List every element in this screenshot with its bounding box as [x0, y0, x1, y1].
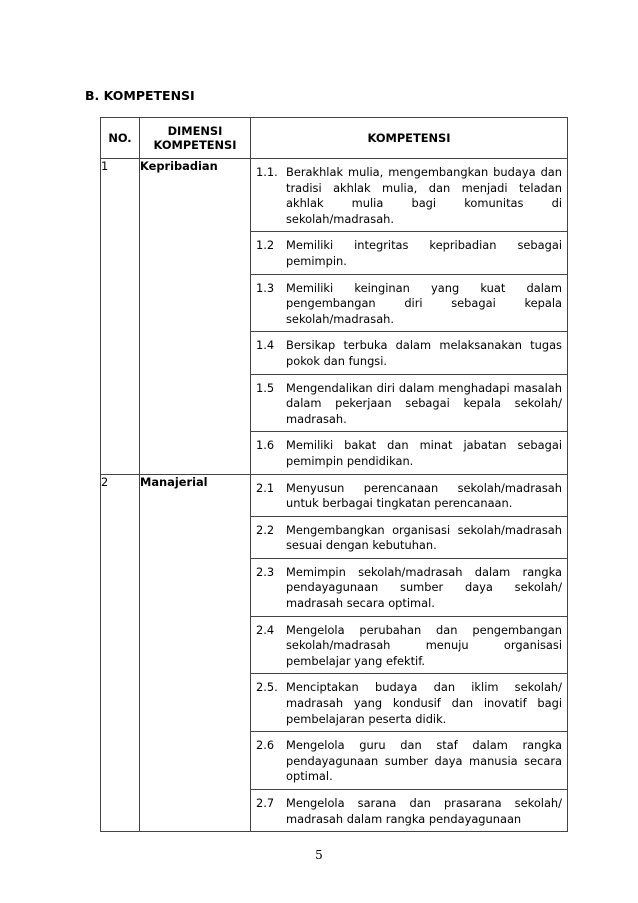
header-dimensi-line2: KOMPETENSI: [153, 138, 237, 152]
competency-text: Menciptakan budaya dan iklim sekolah/ madrasah yang kondusif dan inovatif bagi pembelajaran peserta didik.: [286, 680, 562, 726]
competency-code: 1.2: [256, 238, 275, 253]
competency-item: [251, 374, 567, 432]
section-title: B. KOMPETENSI: [85, 88, 195, 103]
competency-text: Bersikap terbuka dalam melaksanakan tugas pokok dan fungsi.: [286, 338, 562, 368]
competency-code: 1.6: [256, 438, 275, 453]
competency-text: Mengembangkan organisasi sekolah/madrasah sesuai dengan kebutuhan.: [286, 522, 562, 553]
competency-code: 2.7: [256, 796, 275, 810]
competency-list: [251, 474, 568, 832]
competency-text: Berakhlak mulia, mengembangkan budaya dan tradisi akhlak mulia, dan menjadi teladan akhlak mulia bagi komunitas di sekolah/madrasah.: [286, 165, 562, 226]
row-dimension: Kepribadian: [140, 159, 251, 475]
competency-item: [251, 331, 567, 373]
header-dimensi-line1: DIMENSI: [167, 124, 223, 138]
competency-code: 2.6: [256, 738, 275, 753]
competency-item: [251, 616, 567, 674]
competency-item: [251, 789, 567, 831]
competency-code: 2.5.: [256, 680, 278, 695]
competency-item: [251, 673, 567, 731]
kompetensi-table: [100, 117, 568, 832]
competency-code: 2.2: [256, 522, 275, 537]
header-dimensi: [140, 118, 251, 159]
row-number: 1: [101, 159, 140, 475]
header-no: NO.: [101, 118, 140, 159]
competency-list: [251, 159, 568, 475]
page-number: 5: [315, 848, 323, 862]
competency-item: [251, 516, 567, 558]
competency-code: 1.1.: [256, 165, 278, 179]
table-row: [101, 474, 568, 832]
competency-text: Memiliki integritas kepribadian sebagai pemimpin.: [286, 238, 562, 268]
competency-item: [251, 159, 567, 231]
competency-text: Mengelola perubahan dan pengembangan sekolah/madrasah menuju organisasi pembelajar yang efektif.: [286, 622, 562, 668]
row-number: 2: [101, 474, 140, 832]
competency-text: Memiliki keinginan yang kuat dalam pengembangan diri sebagai kepala sekolah/madrasah.: [286, 280, 562, 326]
competency-item: [251, 431, 567, 473]
table-header-row: [101, 118, 568, 159]
table-row: [101, 159, 568, 475]
competency-text: Mengendalikan diri dalam menghadapi masalah dalam pekerjaan sebagai kepala sekolah/ madrasah.: [286, 380, 562, 426]
competency-code: 2.4: [256, 622, 275, 637]
competency-code: 2.3: [256, 564, 275, 579]
header-kompetensi: KOMPETENSI: [251, 118, 568, 159]
row-dimension: Manajerial: [140, 474, 251, 832]
competency-code: 1.3: [256, 280, 275, 295]
competency-text: Memiliki bakat dan minat jabatan sebagai pemimpin pendidikan.: [286, 438, 562, 468]
competency-item: [251, 731, 567, 789]
competency-code: 1.5: [256, 380, 275, 395]
competency-item: [251, 558, 567, 616]
competency-item: [251, 274, 567, 332]
competency-text: Menyusun perencanaan sekolah/madrasah untuk berbagai tingkatan perencanaan.: [286, 480, 562, 511]
competency-text: Mengelola sarana dan prasarana sekolah/ madrasah dalam rangka pendayagunaan: [286, 796, 562, 826]
competency-code: 2.1: [256, 480, 275, 495]
competency-code: 1.4: [256, 338, 275, 353]
competency-text: Mengelola guru dan staf dalam rangka pendayagunaan sumber daya manusia secara optimal.: [286, 738, 562, 784]
competency-item: [251, 475, 567, 516]
competency-text: Memimpin sekolah/madrasah dalam rangka pendayagunaan sumber daya sekolah/ madrasah secara optimal.: [286, 564, 562, 611]
competency-item: [251, 231, 567, 273]
